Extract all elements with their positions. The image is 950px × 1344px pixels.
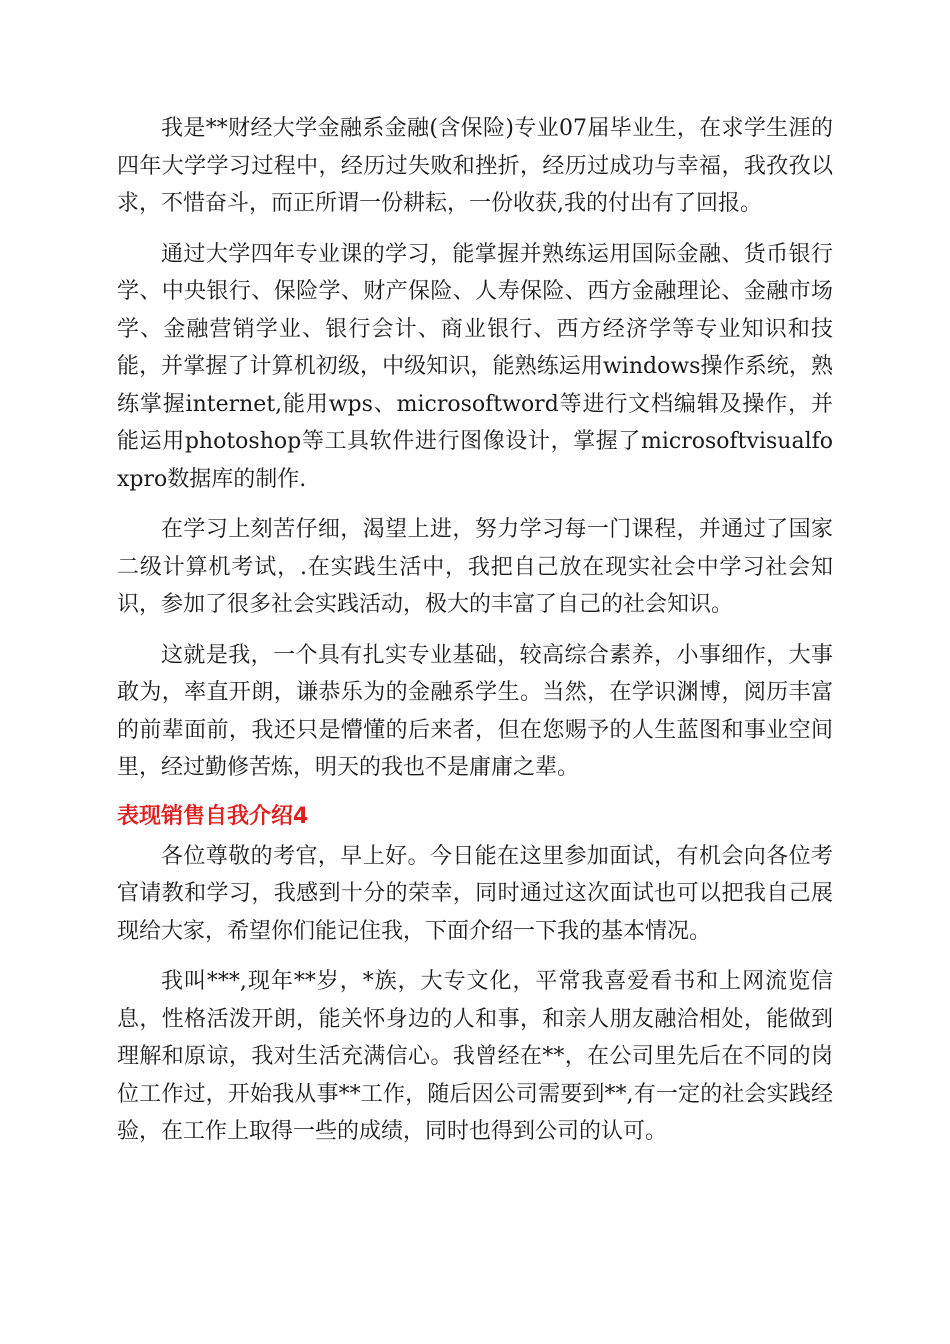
paragraph-2: 通过大学四年专业课的学习，能掌握并熟练运用国际金融、货币银行学、中央银行、保险学、财产保险、人寿保险、西方金融理论、金融市场学、金融营销学业、银行会计、商业银行、西方经济学等专业知识和技能，并掌握了计算机初级，中级知识，能熟练运用windows操作系统，熟练掌握internet,能用wps、microsoftword等进行文档编辑及操作，并能运用photoshop等工具软件进行图像设计，掌握了microsoftvisualfoxpro数据库的制作. xyxy=(117,241,833,492)
paragraph-5: 各位尊敬的考官，早上好。今日能在这里参加面试，有机会向各位考官请教和学习，我感到十分的荣幸，同时通过这次面试也可以把我自己展现给大家，希望你们能记住我，下面介绍一下我的基本情况。 xyxy=(117,843,833,944)
paragraph-3: 在学习上刻苦仔细，渴望上进，努力学习每一门课程，并通过了国家二级计算机考试，.在实践生活中，我把自己放在现实社会中学习社会知识，参加了很多社会实践活动，极大的丰富了自己的社会知识。 xyxy=(117,517,833,617)
document-body xyxy=(117,110,833,1164)
paragraph-6: 我叫***,现年**岁，*族，大专文化，平常我喜爱看书和上网流览信息，性格活泼开朗，能关怀身边的人和事，和亲人朋友融洽相处，能做到理解和原谅，我对生活充满信心。我曾经在**，在公司里先后在不同的岗位工作过，开始我从事**工作，随后因公司需要到**,有一定的社会实践经验，在工作上取得一些的成绩，同时也得到公司的认可。 xyxy=(117,969,833,1144)
section-heading: 表现销售自我介绍4 xyxy=(117,803,309,829)
paragraph-1: 我是**财经大学金融系金融(含保险)专业07届毕业生，在求学生涯的四年大学学习过程中，经历过失败和挫折，经历过成功与幸福，我孜孜以求，不惜奋斗，而正所谓一份耕耘，一份收获,我的付出有了回报。 xyxy=(117,116,833,216)
paragraph-4: 这就是我，一个具有扎实专业基础，较高综合素养，小事细作，大事敢为，率直开朗，谦恭乐为的金融系学生。当然，在学识渊博，阅历丰富的前辈面前，我还只是懵懂的后来者，但在您赐予的人生蓝图和事业空间里，经过勤修苦炼，明天的我也不是庸庸之辈。 xyxy=(117,642,833,780)
